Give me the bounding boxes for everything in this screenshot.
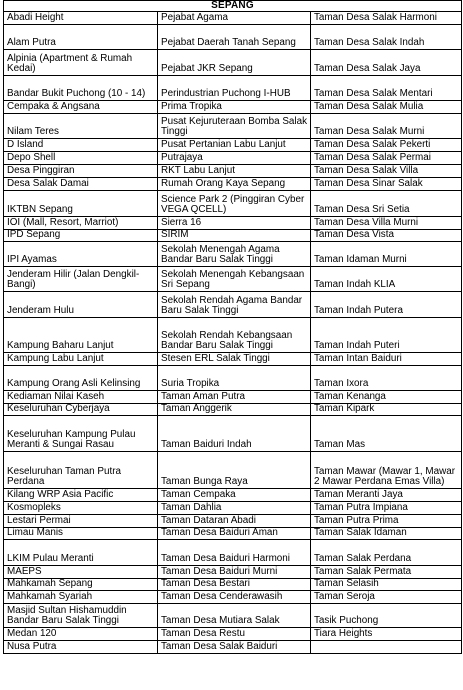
table-row [4, 591, 462, 604]
table-cell: Nilam Teres [4, 114, 158, 139]
sepang-area-table [3, 0, 462, 654]
table-cell: D Island [4, 139, 158, 152]
table-cell: Taman Dahlia [158, 502, 311, 515]
table-cell: Pejabat Daerah Tanah Sepang [158, 25, 311, 50]
table-cell: Science Park 2 (Pinggiran Cyber VEGA QCELL) [158, 191, 311, 217]
table-cell: Jenderam Hulu [4, 292, 158, 318]
table-cell: Taman Desa Mutiara Salak [158, 604, 311, 628]
table-cell: Taman Desa Baiduri Murni [158, 566, 311, 579]
table-cell: Taman Selasih [311, 579, 462, 591]
table-cell: Mahkamah Sepang [4, 579, 158, 591]
table-cell: Nusa Putra [4, 641, 158, 654]
table-row [4, 76, 462, 101]
table-cell: Depo Shell [4, 152, 158, 165]
table-cell: Taman Desa Salak Villa [311, 165, 462, 178]
table-cell: Taman Mas [311, 416, 462, 452]
table-row [4, 452, 462, 489]
table-cell: Kampung Orang Asli Kelinsing [4, 366, 158, 391]
table-row [4, 139, 462, 152]
table-cell: Sekolah Menengah Kebangsaan Sri Sepang [158, 267, 311, 292]
table-cell: Perindustrian Puchong I-HUB [158, 76, 311, 101]
table-cell: Taman Putra Prima [311, 515, 462, 528]
table-row [4, 566, 462, 579]
table-cell: IKTBN Sepang [4, 191, 158, 217]
table-cell: Medan 120 [4, 628, 158, 641]
table-cell: Keseluruhan Cyberjaya [4, 404, 158, 416]
table-cell: Taman Intan Baiduri [311, 353, 462, 366]
table-cell: Taman Baiduri Indah [158, 416, 311, 452]
table-cell: Taman Desa Salak Baiduri [158, 641, 311, 654]
table-cell: Alam Putra [4, 25, 158, 50]
table-row [4, 25, 462, 50]
table-row [4, 217, 462, 230]
table-cell: Taman Desa Salak Mulia [311, 101, 462, 114]
table-row [4, 540, 462, 566]
table-cell: Taman Desa Salak Mentari [311, 76, 462, 101]
table-row [4, 416, 462, 452]
table-cell: Jenderam Hilir (Jalan Dengkil-Bangi) [4, 267, 158, 292]
table-cell: Pusat Pertanian Labu Lanjut [158, 139, 311, 152]
document-page [3, 0, 461, 654]
table-row [4, 191, 462, 217]
table-cell: Taman Anggerik [158, 404, 311, 416]
table-row [4, 152, 462, 165]
table-cell: IPI Ayamas [4, 242, 158, 267]
table-cell: Taman Salak Permata [311, 566, 462, 579]
table-cell: Taman Indah Putera [311, 292, 462, 318]
table-cell: Taman Putra Impiana [311, 502, 462, 515]
table-cell: Taman Desa Cenderawasih [158, 591, 311, 604]
table-cell: Pejabat JKR Sepang [158, 50, 311, 76]
table-cell: Taman Salak Idaman [311, 528, 462, 540]
table-cell: Taman Seroja [311, 591, 462, 604]
table-cell: Taman Desa Salak Indah [311, 25, 462, 50]
table-row [4, 366, 462, 391]
table-cell: Taman Desa Salak Pekerti [311, 139, 462, 152]
table-cell: IPD Sepang [4, 230, 158, 242]
table-cell: IOI (Mall, Resort, Marriot) [4, 217, 158, 230]
table-cell: Desa Salak Damai [4, 178, 158, 191]
table-row [4, 50, 462, 76]
table-cell: Rumah Orang Kaya Sepang [158, 178, 311, 191]
table-cell: Lestari Permai [4, 515, 158, 528]
table-cell: Desa Pinggiran [4, 165, 158, 178]
table-cell: Taman Mawar (Mawar 1, Mawar 2 Mawar Perdana Emas Villa) [311, 452, 462, 489]
table-cell: Kampung Baharu Lanjut [4, 318, 158, 353]
table-cell: Taman Desa Bestari [158, 579, 311, 591]
table-cell: Bandar Bukit Puchong (10 - 14) [4, 76, 158, 101]
table-row [4, 114, 462, 139]
table-cell: Taman Kenanga [311, 391, 462, 404]
table-cell: Stesen ERL Salak Tinggi [158, 353, 311, 366]
table-row [4, 641, 462, 654]
table-cell: Putrajaya [158, 152, 311, 165]
table-cell: Mahkamah Syariah [4, 591, 158, 604]
table-row [4, 528, 462, 540]
table-cell: RKT Labu Lanjut [158, 165, 311, 178]
table-row [4, 292, 462, 318]
table-row [4, 267, 462, 292]
table-cell: SIRIM [158, 230, 311, 242]
table-row [4, 101, 462, 114]
table-cell: Cempaka & Angsana [4, 101, 158, 114]
table-row [4, 579, 462, 591]
table-row [4, 515, 462, 528]
table-row [4, 178, 462, 191]
table-cell: Taman Indah KLIA [311, 267, 462, 292]
table-cell: Keseluruhan Kampung Pulau Meranti & Sungai Rasau [4, 416, 158, 452]
table-cell: Taman Desa Baiduri Aman [158, 528, 311, 540]
table-row [4, 628, 462, 641]
table-cell: Taman Desa Sinar Salak [311, 178, 462, 191]
table-cell: Taman Desa Salak Murni [311, 114, 462, 139]
table-cell: Taman Idaman Murni [311, 242, 462, 267]
table-row [4, 242, 462, 267]
table-header-sepang: SEPANG [4, 1, 462, 12]
table-cell: Taman Aman Putra [158, 391, 311, 404]
table-cell: Taman Ixora [311, 366, 462, 391]
table-row [4, 604, 462, 628]
table-row [4, 502, 462, 515]
table-cell: Pejabat Agama [158, 12, 311, 25]
table-cell: Kosmopleks [4, 502, 158, 515]
table-cell: Taman Desa Salak Harmoni [311, 12, 462, 25]
table-cell: Taman Salak Perdana [311, 540, 462, 566]
table-cell: Abadi Height [4, 12, 158, 25]
table-cell: Keseluruhan Taman Putra Perdana [4, 452, 158, 489]
table-row [4, 404, 462, 416]
table-cell: Taman Indah Puteri [311, 318, 462, 353]
table-cell: Kediaman Nilai Kaseh [4, 391, 158, 404]
table-row [4, 165, 462, 178]
table-cell: Taman Dataran Abadi [158, 515, 311, 528]
table-cell: Alpinia (Apartment & Rumah Kedai) [4, 50, 158, 76]
table-body [4, 12, 462, 654]
table-cell: Limau Manis [4, 528, 158, 540]
table-cell [311, 641, 462, 654]
table-row [4, 230, 462, 242]
table-cell: Sierra 16 [158, 217, 311, 230]
table-cell: Taman Cempaka [158, 489, 311, 502]
table-cell: Prima Tropika [158, 101, 311, 114]
table-cell: Taman Meranti Jaya [311, 489, 462, 502]
table-cell: Taman Bunga Raya [158, 452, 311, 489]
table-cell: Taman Desa Salak Permai [311, 152, 462, 165]
table-cell: Sekolah Rendah Agama Bandar Baru Salak Tinggi [158, 292, 311, 318]
table-cell: Masjid Sultan Hishamuddin Bandar Baru Salak Tinggi [4, 604, 158, 628]
table-cell: MAEPS [4, 566, 158, 579]
table-row [4, 318, 462, 353]
table-cell: Taman Desa Restu [158, 628, 311, 641]
table-row [4, 391, 462, 404]
table-cell: Taman Desa Sri Setia [311, 191, 462, 217]
table-cell: Pusat Kejuruteraan Bomba Salak Tinggi [158, 114, 311, 139]
table-cell: Suria Tropika [158, 366, 311, 391]
table-row [4, 353, 462, 366]
table-cell: LKIM Pulau Meranti [4, 540, 158, 566]
table-header-row [4, 1, 462, 12]
table-row [4, 489, 462, 502]
table-cell: Taman Desa Vista [311, 230, 462, 242]
table-cell: Sekolah Rendah Kebangsaan Bandar Baru Salak Tinggi [158, 318, 311, 353]
table-row [4, 12, 462, 25]
table-cell: Sekolah Menengah Agama Bandar Baru Salak Tinggi [158, 242, 311, 267]
table-cell: Taman Desa Villa Murni [311, 217, 462, 230]
table-cell: Tasik Puchong [311, 604, 462, 628]
table-cell: Tiara Heights [311, 628, 462, 641]
table-cell: Kilang WRP Asia Pacific [4, 489, 158, 502]
table-cell: Kampung Labu Lanjut [4, 353, 158, 366]
table-cell: Taman Kipark [311, 404, 462, 416]
table-cell: Taman Desa Baiduri Harmoni [158, 540, 311, 566]
table-cell: Taman Desa Salak Jaya [311, 50, 462, 76]
